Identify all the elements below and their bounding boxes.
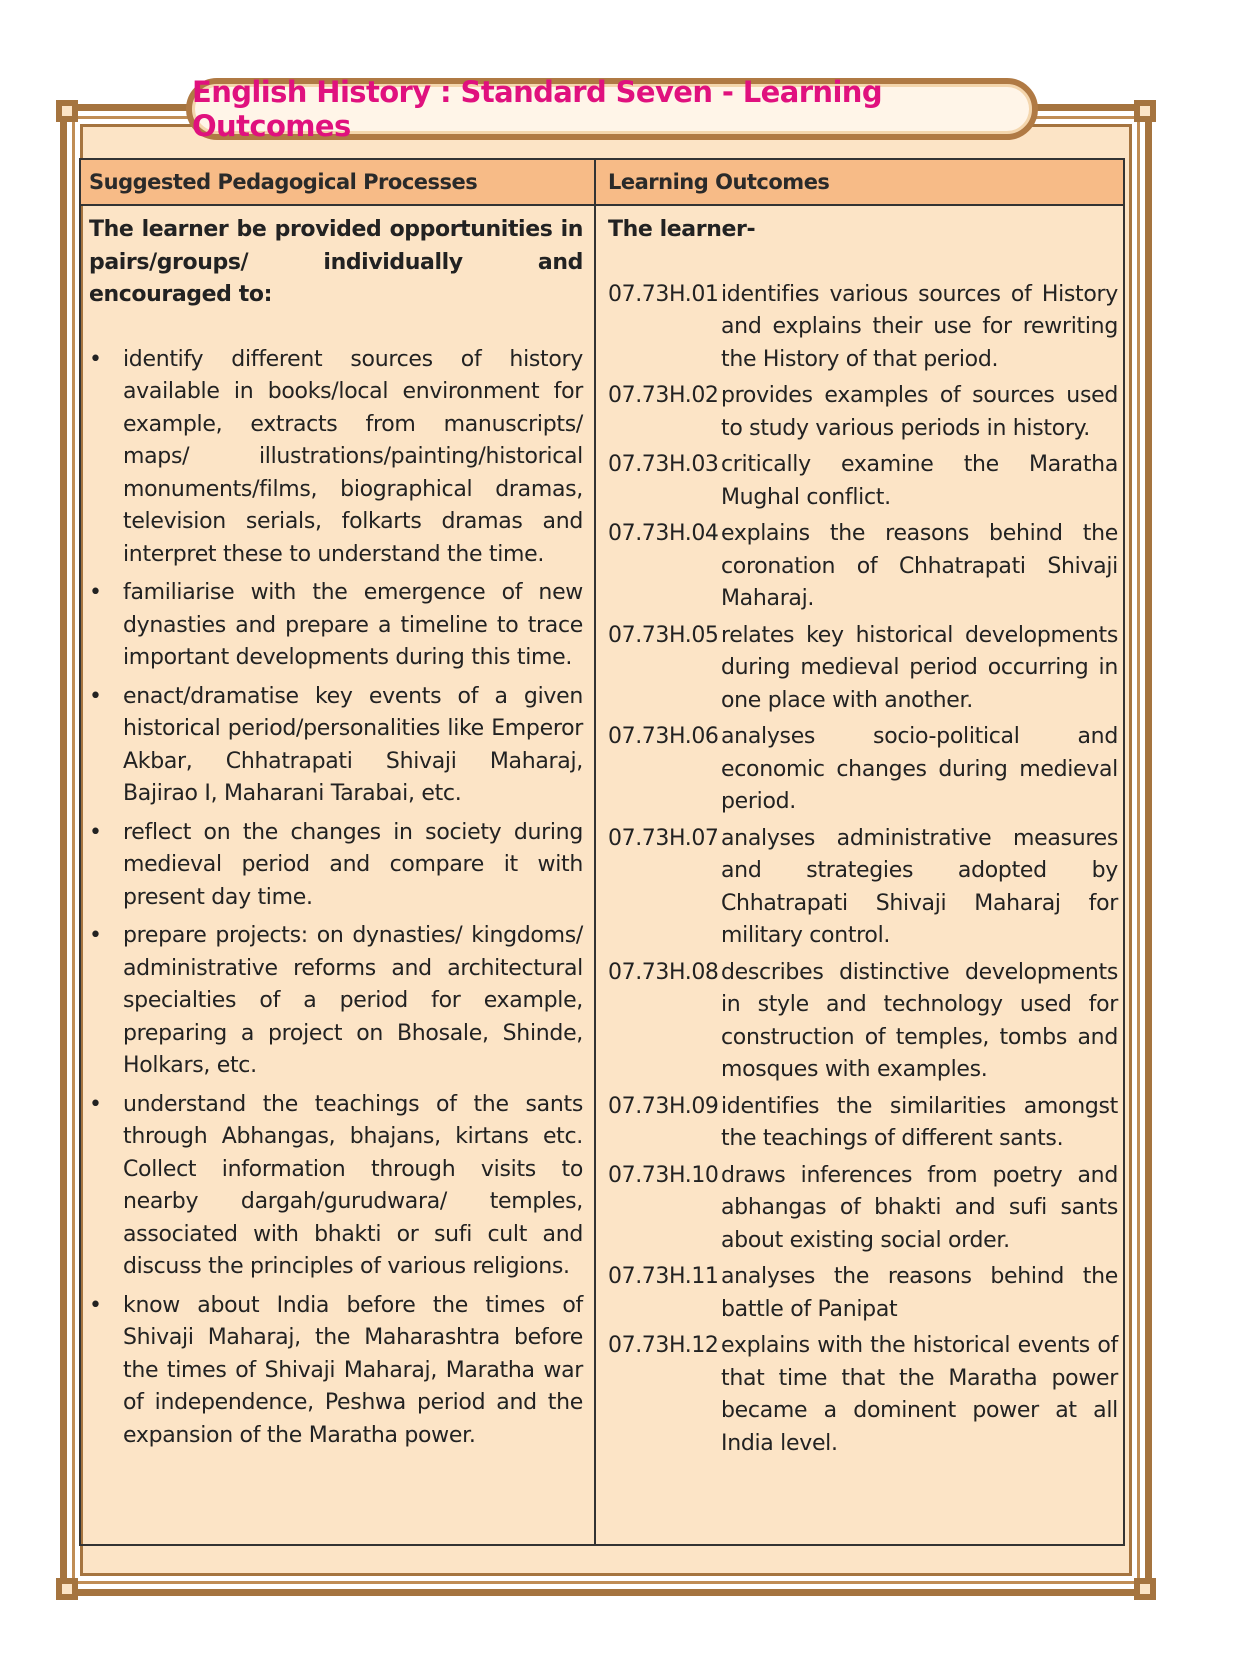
outcome-row [608,1160,1118,1258]
outcome-row [608,449,1118,514]
outcome-row [608,518,1118,616]
outcome-row [608,1330,1118,1460]
pedagogical-processes-column [89,214,583,1458]
processes-list [89,344,583,1453]
bullet-icon: • [89,683,102,709]
outcome-row [608,823,1118,953]
outcomes-table [79,158,1125,1546]
outcome-text: identifies various sources of History and explains their use for rewriting the History of that period. [721,281,1118,372]
outcome-row [608,620,1118,718]
header-learning-outcomes: Learning Outcomes [608,170,830,194]
outcome-text: analyses administrative measures and strategies adopted by Chhatrapati Shivaji Maharaj for military control. [721,825,1118,948]
learning-outcomes-column [608,214,1118,1464]
list-item: • identify different sources of history available in books/local environment for example, extracts from manuscripts/ maps/ illustrations/painting/historical monuments/films, biographical dramas, television serials, folkarts dramas and interpret these to understand the time. [89,344,583,572]
outcome-row [608,721,1118,819]
outcome-code: 07.73H.04 [608,521,719,546]
bullet-icon: • [89,346,102,372]
outcome-code: 07.73H.07 [608,825,719,851]
outcome-text: relates key historical developments during medieval period occurring in one place with another. [721,622,1118,713]
frame-corner-top-right [1134,100,1156,122]
outcome-text: explains with the historical events of that time that the Maratha power became a dominent power at all India level. [721,1333,1118,1456]
outcomes-heading: The learner- [608,217,756,242]
header-pedagogical-processes: Suggested Pedagogical Processes [89,170,478,194]
outcome-code: 07.73H.03 [608,452,719,477]
outcome-code: 07.73H.02 [608,383,719,408]
bullet-icon: • [89,1091,102,1117]
outcome-code: 07.73H.06 [608,724,719,749]
outcome-code: 07.73H.01 [608,281,719,307]
outcome-text: draws inferences from poetry and abhangas of bhakti and sufi sants about existing social order. [721,1162,1118,1253]
frame-corner-bottom-left [56,1578,78,1600]
bullet-icon: • [89,580,102,605]
frame-corner-top-left [56,100,78,122]
outcome-row [608,1091,1118,1156]
column-divider [594,160,596,1544]
processes-intro: The learner be provided opportunities in pairs/groups/ individually and encouraged to: [89,217,583,307]
outcome-row [608,1261,1118,1326]
frame-corner-bottom-right [1134,1578,1156,1600]
outcome-text: identifies the similarities amongst the teachings of different sants. [721,1093,1118,1151]
outcome-text: provides examples of sources used to study various periods in history. [721,383,1118,441]
list-item: • reflect on the changes in society during medieval period and compare it with present day time. [89,817,583,915]
outcome-text: analyses socio-political and economic changes during medieval period. [721,724,1118,814]
list-item: • enact/dramatise key events of a given historical period/personalities like Emperor Akbar, Chhatrapati Shivaji Maharaj, Bajirao I, Maharani Tarabai, etc. [89,681,583,811]
outcome-text: describes distinctive developments in style and technology used for construction of temples, tombs and mosques with examples. [721,959,1118,1082]
table-header [81,160,1123,206]
outcome-text: critically examine the Maratha Mughal conflict. [721,452,1118,510]
bullet-icon: • [89,819,102,845]
outcome-row [608,279,1118,377]
outcome-row [608,957,1118,1087]
list-item: • familiarise with the emergence of new dynasties and prepare a timeline to trace important developments during this time. [89,577,583,675]
outcome-code: 07.73H.05 [608,622,719,648]
list-item: • prepare projects: on dynasties/ kingdoms/ administrative reforms and architectural specialties of a period for example, preparing a project on Bhosale, Shinde, Holkars, etc. [89,920,583,1083]
outcome-code: 07.73H.10 [608,1162,719,1188]
bullet-icon: • [89,1292,102,1318]
outcome-text: explains the reasons behind the coronation of Chhatrapati Shivaji Maharaj. [721,521,1118,611]
outcome-code: 07.73H.09 [608,1093,719,1119]
bullet-icon: • [89,923,102,948]
outcome-code: 07.73H.08 [608,959,719,985]
page-title: English History : Standard Seven - Learning Outcomes [192,75,883,143]
outcome-code: 07.73H.11 [608,1264,719,1289]
list-item: • know about India before the times of Shivaji Maharaj, the Maharashtra before the times of Shivaji Maharaj, Maratha war of independence, Peshwa period and the expansion of the Maratha power. [89,1290,583,1453]
list-item: • understand the teachings of the sants through Abhangas, bhajans, kirtans etc. Collect information through visits to nearby dargah/gurudwara/ temples, associated with bhakti or sufi cult and discuss the principles of various religions. [89,1089,583,1284]
outcome-code: 07.73H.12 [608,1333,719,1358]
title-banner [186,75,1038,143]
outcome-row [608,380,1118,445]
outcome-text: analyses the reasons behind the battle of Panipat [721,1264,1118,1322]
